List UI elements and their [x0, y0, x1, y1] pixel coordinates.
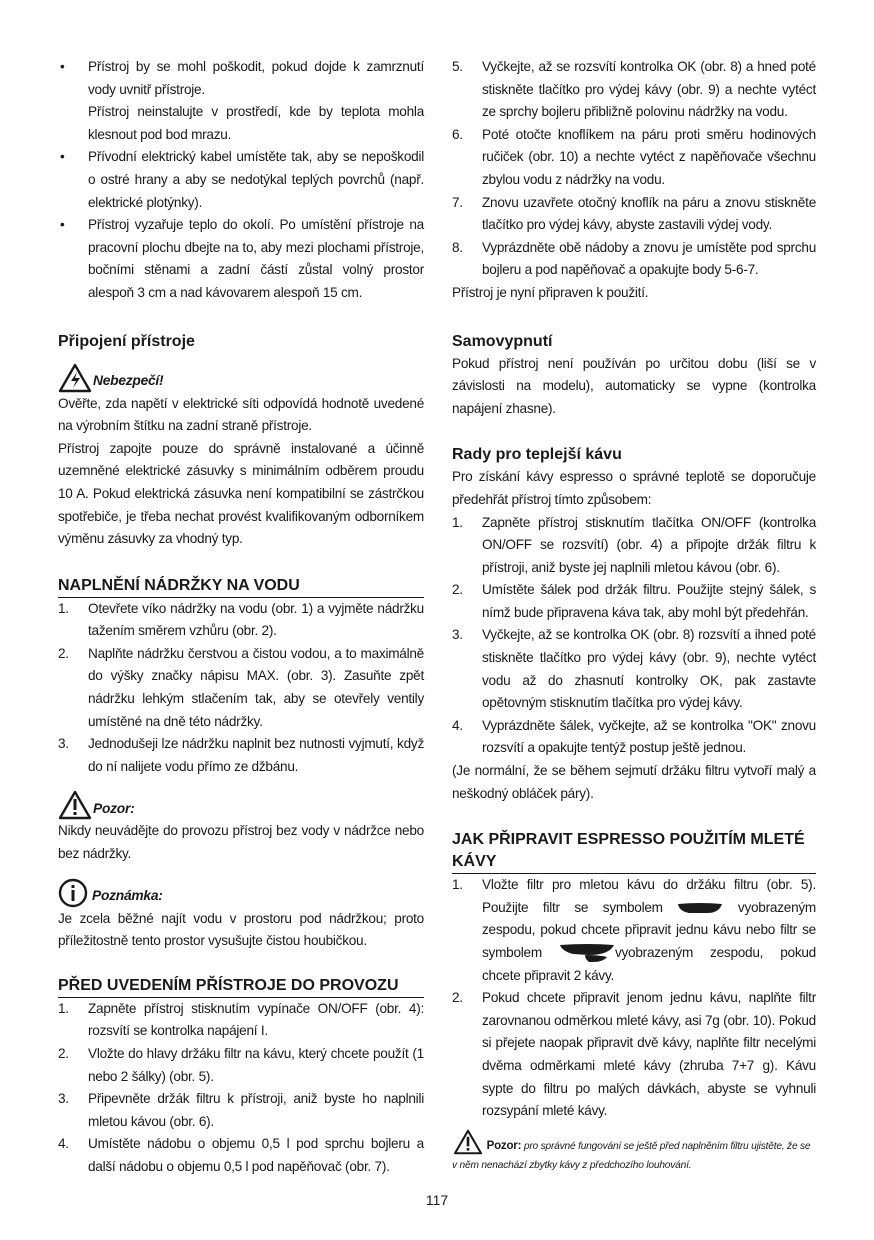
bullet-item: • Přívodní elektrický kabel umístěte tak, aby se nepoškodil o ostré hrany a aby se nedotýkal teplých povrchů (např. elektrické plotýnky). [58, 146, 424, 214]
caution-label: Pozor: [486, 1139, 522, 1152]
left-column [58, 56, 424, 1179]
numbered-item: 1. Zapněte přístroj stisknutím vypínače ON/OFF (obr. 4): rozsvítí se kontrolka napájení I. [58, 1000, 424, 1039]
paragraph: Je zcela běžné najít vodu v prostoru pod nádržkou; proto příležitostně tento prostor vysušujte čistou houbičkou. [58, 910, 424, 949]
numbered-item: 5. Vyčkejte, až se rozsvítí kontrolka OK (obr. 8) a hned poté stiskněte tlačítko pro výdej kávy (obr. 9) a nechte vytéct ze sprchy bojleru přibližně polovinu nádržky na vodu. [452, 59, 816, 120]
numbered-item: 3. Jednodušeji lze nádržku naplnit bez nutnosti vyjmutí, když do ní nalijete vodu přímo ze džbánu. [58, 736, 424, 774]
section-title-before-use: PŘED UVEDENÍM PŘÍSTROJE DO PROVOZU [58, 975, 424, 998]
numbered-item: 1. Vložte filtr pro mletou kávu do držáku filtru (obr. 5). Použijte filtr se symbolem vyobrazeným zespodu, pokud chcete připravit jednu kávu nebo filtr se symbolem vyobrazeným zespodu, pokud chcete připravit 2 kávy. [452, 877, 816, 983]
numbered-item: 2. Umístěte šálek pod držák filtru. Použijte stejný šálek, s nímž bude připravena káva tak, aby mohl být předehřán. [452, 582, 816, 620]
paragraph: Ověřte, zda napětí v elektrické síti odpovídá hodnotě uvedené na výrobním štítku na zadní straně přístroje. [58, 395, 424, 434]
numbered-item: 1. Otevřete víko nádržky na vodu (obr. 1) a vyjměte nádržku tažením směrem vzhůru (obr. 2). [58, 600, 424, 639]
paragraph: Nikdy neuvádějte do provozu přístroj bez vody v nádržce nebo bez nádržky. [58, 823, 424, 862]
paragraph: Pro získání kávy espresso o správné teplotě se doporučuje předehřát přístroj tímto způsobem: [452, 469, 816, 507]
numbered-item: 8. Vyprázdněte obě nádoby a znovu je umístěte pod sprchu bojleru a pod napěňovač a opakujte body 5-6-7. [452, 239, 816, 278]
bullet-item: • Přístroj by se mohl poškodit, pokud dojde k zamrznutí vody uvnitř přístroje. Přístroj neinstalujte v prostředí, kde by teplota mohla klesnout pod bod mrazu. [58, 56, 424, 146]
ready-text: Přístroj je nyní připraven k použití. [452, 284, 649, 300]
caution-callout [58, 786, 424, 820]
paragraph: Přístroj zapojte pouze do správně instalované a účinně uzemněné elektrické zásuvky s minimálním odběrem proudu 10 A. Pokud elektrická zásuvka není kompatibilní se zástrčkou spotřebiče, je třeba nechat provést kvalifikovaným odborníkem výměnu zásuvky za vhodný typ. [58, 440, 424, 547]
right-column [452, 56, 816, 1175]
one-cup-filter-icon [677, 902, 723, 914]
danger-callout [58, 359, 424, 393]
danger-label: Nebezpečí! [93, 372, 164, 388]
numbered-item: 4. Vyprázdněte šálek, vyčkejte, až se kontrolka "OK" znovu rozsvítí a opakujte tentýž postup ještě jednou. [452, 717, 816, 756]
caution-text: pro správné fungování se ještě před naplněním filtru ujistěte, že se v něm nenachází zbytky kávy z předchozího louhování. [452, 1140, 811, 1171]
caution-label: Pozor: [93, 800, 135, 816]
section-title-espresso: JAK PŘIPRAVIT ESPRESSO POUŽITÍM MLETÉ KÁVY [452, 829, 816, 874]
numbered-item: 3. Připevněte držák filtru k přístroji, aniž byste ho naplnili mletou kávou (obr. 6). [58, 1091, 424, 1129]
numbered-item: 7. Znovu uzavřete otočný knoflík na páru a znovu stiskněte tlačítko pro výdej kávy, abyste zastavili výdej vody. [452, 194, 816, 233]
paragraph: (Je normální, že se během sejmutí držáku filtru vytvoří malý a neškodný obláček páry). [452, 763, 816, 801]
numbered-item: 4. Umístěte nádobu o objemu 0,5 l pod sprchu bojleru a další nádobu o objemu 0,5 l pod napěňovač (obr. 7). [58, 1136, 424, 1174]
note-label: Poznámka: [92, 888, 163, 904]
numbered-item: 2. Vložte do hlavy držáku filtr na kávu, který chcete použít (1 nebo 2 šálky) (obr. 5). [58, 1046, 424, 1084]
warning-icon [452, 1129, 484, 1155]
page-number: 117 [425, 1192, 449, 1208]
section-title-auto-off: Samovypnutí [452, 332, 553, 350]
section-title-tips: Rady pro teplejší kávu [452, 446, 622, 464]
section-title-connection: Připojení přístroje [58, 332, 195, 350]
info-icon [58, 878, 88, 908]
electric-danger-icon [58, 363, 92, 393]
two-cup-filter-icon [559, 943, 615, 963]
bullet-item: • Přístroj vyzařuje teplo do okolí. Po umístění přístroje na pracovní plochu dbejte na to, aby mezi plochami přístroje, bočními stěnami a zadní částí zůstal volný prostor alespoň 3 cm a nad kávovarem alespoň 15 cm. [58, 214, 424, 304]
numbered-item: 6. Poté otočte knoflíkem na páru proti směru hodinových ručiček (obr. 10) a nechte vytéct z napěňovače všechnu zbylou vodu z nádržky na vodu. [452, 126, 816, 187]
section-title-fill: NAPLNĚNÍ NÁDRŽKY NA VODU [58, 575, 424, 598]
paragraph: Pokud přístroj není používán po určitou dobu (liší se v závislosti na modelu), automaticky se vypne (kontrolka napájení zhasne). [452, 355, 816, 416]
numbered-item: 2. Pokud chcete připravit jenom jednu kávu, naplňte filtr zarovnanou odměrkou mleté kávy, asi 7g (obr. 10). Pokud si přejete naopak připravit dvě kávy, naplňte filtr necelými dvěma odměrkami mleté kávy (zhruba 7+7 g). Kávu sypte do filtru po malých dávkách, abyste se vyhnuli rozsypání mleté kávy. [452, 990, 816, 1119]
note-callout [58, 874, 424, 908]
espresso-caution [452, 1129, 816, 1175]
numbered-item: 3. Vyčkejte, až se kontrolka OK (obr. 8) rozsvítí a ihned poté stiskněte tlačítko pro výdej kávy (obr. 9), nechte vytéct vodu až do zhasnutí kontrolky OK, pak zastavte opětovným stisknutím tlačítka pro výdej kávy. [452, 627, 816, 711]
numbered-item: 1. Zapněte přístroj stisknutím tlačítka ON/OFF (kontrolka ON/OFF se rozsvítí) (obr. 4) a připojte držák filtru k přístroji, aniž byste jej naplnili mletou kávou (obr. 6). [452, 514, 816, 575]
warning-icon [58, 790, 92, 820]
numbered-item: 2. Naplňte nádržku čerstvou a čistou vodou, a to maximálně do výšky značky nápisu MAX. (obr. 3). Zasuňte zpět nádržku lehkým stlačením tak, aby se otevřely ventily umístěné na dně této nádržky. [58, 645, 424, 729]
